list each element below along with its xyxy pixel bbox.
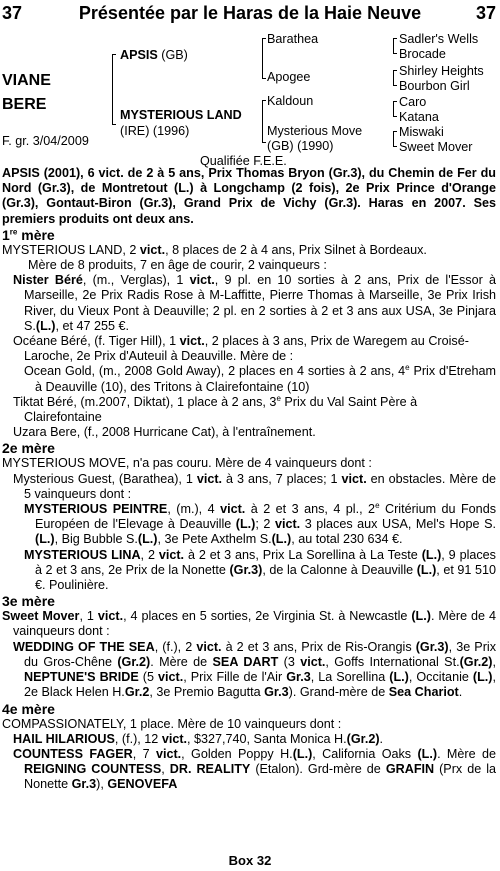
list-item: Tiktat Béré, (m.2007, Diktat), 1 place à 2 ans, 3e Prix du Val Saint Père à Clairefontaine: [13, 393, 418, 425]
second-dam-intro: MYSTERIOUS MOVE, n'a pas couru. Mère de 4 vainqueurs dont :: [2, 456, 372, 471]
list-item: Ocean Gold, (m., 2008 Gold Away), 2 places en 4 sorties à 2 ans, 4e Prix d'Etreham à Deauville (10), des Tritons à Clairefontaine (10): [24, 363, 496, 394]
sire-record: APSIS (2001), 6 vict. de 2 à 5 ans, Prix Thomas Bryon (Gr.3), du Chemin de Fer du Nord (Gr.3), de Montretout (L.) à Longchamp (2 fois), 2e Prix Prince d'Orange (Gr.3), Gontaut-Biron (Gr.3), Grand Prix de Vichy (Gr.3). Haras en 2007. Ses premiers produits ont deux ans.: [2, 166, 496, 226]
list-item: Mysterious Guest, (Barathea), 1 vict. à 3 ans, 7 places; 1 vict. en obstacles. Mère de 5 vainqueurs dont :: [13, 471, 496, 501]
dam-sire: Kaldoun: [267, 94, 314, 108]
horse-name-line1: VIANE: [2, 72, 51, 89]
list-item: WEDDING OF THE SEA, (f.), 2 vict. à 2 et 3 ans, Prix de Ris-Orangis (Gr.3), 3e Prix du Gros-Chêne (Gr.2). Mère de SEA DART (3 vict., Goffs International St.(Gr.2), NEPTUNE'S BRIDE (5 vict., Prix Fille de l'Air Gr.3, La Sorellina (L.), Occitanie (L.), 2e Black Helen H.Gr.2, 3e Premio Bagutta Gr.3). Grand-mère de Sea Chariot.: [13, 639, 496, 700]
gen3-3: Shirley Heights: [399, 64, 484, 78]
dam-origin: (IRE) (1996): [120, 124, 190, 138]
section-4e-mere: 4e mère: [2, 700, 55, 717]
lot-number-right: 37: [475, 3, 496, 23]
lot-number: 37: [2, 3, 23, 23]
sire-sire: Barathea: [267, 32, 319, 46]
section-3e-mere: 3e mère: [2, 593, 55, 610]
section-2e-mere: 2e mère: [2, 440, 55, 457]
list-item: Nister Béré, (m., Verglas), 1 vict., 9 pl. en 10 sorties à 2 ans, Prix de l'Essor à Marseille, 2e Prix Radis Rose à M-Laffitte, Pierre Thomas à Marseille, 3e Prix Irish River, du Vieux Pont à Deauville; 2 pl. en 2 sorties à 2 et 3 ans aux USA, 3e Pinjara S.(L.), et 47 255 €.: [13, 273, 496, 333]
gen3-2: Brocade: [399, 47, 446, 61]
list-item: MYSTERIOUS LINA, 2 vict. à 2 et 3 ans, Prix La Sorellina à La Teste (L.), 9 places à 2 et 3 ans, 2e Prix de la Nonette (Gr.3), de la Calonne à Deauville (L.), et 91 510 €. Poulinière.: [24, 547, 496, 593]
fourth-dam-intro: COMPASSIONATELY, 1 place. Mère de 10 vainqueurs dont :: [2, 716, 342, 731]
list-item: Océane Béré, (f. Tiger Hill), 1 vict., 2 places à 3 ans, Prix de Waregem au Croisé-Laroche, 2e Prix d'Auteuil à Deauville. Mère de :: [13, 334, 469, 364]
pedigree-table: [0, 30, 500, 180]
list-item: HAIL HILARIOUS, (f.), 12 vict., $327,740, Santa Monica H.(Gr.2).: [13, 731, 384, 746]
gen3-6: Katana: [399, 110, 439, 124]
sire-dam: Apogee: [267, 70, 311, 84]
horse-info: F. gr. 3/04/2009: [2, 134, 89, 148]
first-dam-intro: MYSTERIOUS LAND, 2 vict., 8 places de 2 à 4 ans, Prix Silnet à Bordeaux.: [2, 242, 427, 257]
gen3-7: Miswaki: [399, 125, 444, 139]
list-item: COUNTESS FAGER, 7 vict., Golden Poppy H.(L.), California Oaks (L.). Mère de REIGNING COUNTESS, DR. REALITY (Etalon). Grd-mère de GRAFIN (Prx de la Nonette Gr.3), GENOVEFA: [13, 746, 497, 792]
sire-name: APSIS (GB): [120, 48, 188, 62]
gen3-1: Sadler's Wells: [399, 32, 479, 46]
gen3-8: Sweet Mover: [399, 140, 473, 154]
dam-dam: Mysterious Move: [267, 124, 363, 138]
box-number: Box 32: [228, 852, 272, 868]
gen3-5: Caro: [399, 95, 427, 109]
page-header: [0, 2, 500, 24]
consignor-title: Présentée par le Haras de la Haie Neuve: [78, 3, 422, 23]
list-item: Uzara Bere, (f., 2008 Hurricane Cat), à l'entraînement.: [13, 425, 316, 440]
list-item: MYSTERIOUS PEINTRE, (m.), 4 vict. à 2 et 3 ans, 4 pl., 2e Critérium du Fonds Européen de l'Elevage à Deauville (L.); 2 vict. 3 places aux USA, Mel's Hope S.(L.), Big Bubble S.(L.), 3e Pete Axthelm S.(L.), au total 230 634 €.: [24, 500, 496, 547]
dam-name: MYSTERIOUS LAND: [120, 108, 242, 122]
third-dam-intro: Sweet Mover, 1 vict., 4 places en 5 sorties, 2e Virginia St. à Newcastle (L.). Mère de 4 vainqueurs dont :: [2, 609, 496, 639]
qualification: Qualifiée F.E.E.: [200, 154, 287, 168]
first-dam-produce: Mère de 8 produits, 7 en âge de courir, 2 vainqueurs :: [28, 258, 327, 273]
gen3-4: Bourbon Girl: [399, 79, 470, 93]
lot-text: [2, 166, 496, 793]
dam-dam-origin: (GB) (1990): [267, 139, 334, 153]
horse-name-line2: BERE: [2, 96, 47, 113]
section-1re-mere: 1re mère: [2, 226, 55, 243]
